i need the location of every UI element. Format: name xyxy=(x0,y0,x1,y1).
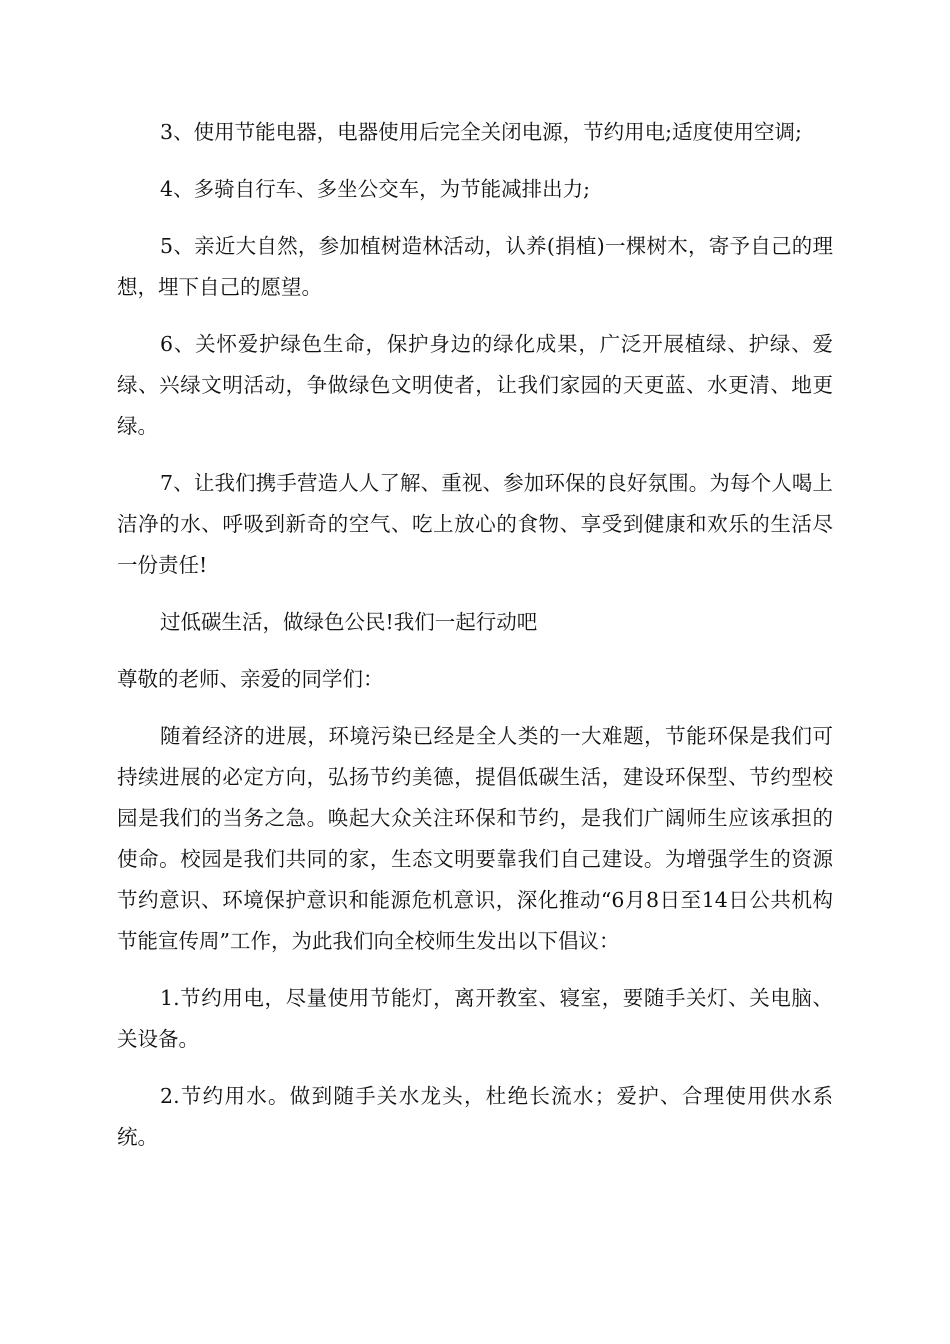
paragraph-item-5: 5、亲近大自然，参加植树造林活动，认养(捐植)一棵树木，寄予自己的理想，埋下自己的愿望。 xyxy=(117,234,833,299)
paragraph-item-6: 6、关怀爱护绿色生命，保护身边的绿化成果，广泛开展植绿、护绿、爱绿、兴绿文明活动，争做绿色文明使者，让我们家园的天更蓝、水更清、地更绿。 xyxy=(117,332,833,438)
salutation: 尊敬的老师、亲爱的同学们： xyxy=(117,667,384,691)
slogan-line: 过低碳生活，做绿色公民!我们一起行动吧 xyxy=(160,610,538,634)
paragraph-item-7: 7、让我们携手营造人人了解、重视、参加环保的良好氛围。为每个人喝上洁净的水、呼吸到新奇的空气、吃上放心的食物、享受到健康和欢乐的生活尽一份责任! xyxy=(117,471,833,577)
proposal-item-1: 1.节约用电，尽量使用节能灯，离开教室、寝室，要随手关灯、关电脑、关设备。 xyxy=(117,986,833,1051)
paragraph-item-3: 3、使用节能电器，电器使用后完全关闭电源，节约用电;适度使用空调; xyxy=(160,120,802,144)
paragraph-item-4: 4、多骑自行车、多坐公交车，为节能减排出力; xyxy=(160,177,590,201)
proposal-item-2: 2.节约用水。做到随手关水龙头，杜绝长流水；爱护、合理使用供水系统。 xyxy=(117,1084,833,1149)
document-body xyxy=(117,112,833,1174)
proposal-intro: 随着经济的进展，环境污染已经是全人类的一大难题，节能环保是我们可持续进展的必定方向，弘扬节约美德，提倡低碳生活，建设环保型、节约型校园是我们的当务之急。唤起大众关注环保和节约，是我们广阔师生应该承担的使命。校园是我们共同的家，生态文明要靠我们自己建设。为增强学生的资源节约意识、环境保护意识和能源危机意识，深化推动“6月8日至14日公共机构节能宣传周”工作，为此我们向全校师生发出以下倡议： xyxy=(117,724,833,953)
